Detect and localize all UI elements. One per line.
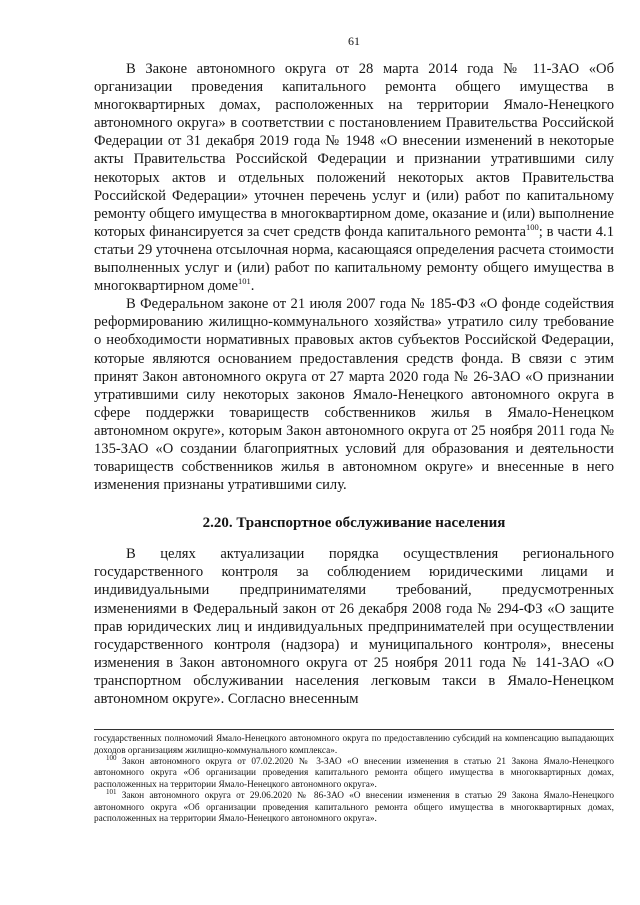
body-text [94, 60, 614, 494]
footnote-100: $^{100}$ Закон автономного округа от 07.02.2020 № 3-ЗАО «О внесении изменения в статью 21 Закона Ямало-Ненецкого автономного округа «Об организации проведения капитального ремонта общего имущества в многоквартирных домах, расположенных на территории Ямало-Ненецкого автономного округа». [94, 753, 614, 790]
body-text-section [94, 545, 614, 708]
footnote-separator [94, 729, 614, 730]
page-number: 61 [348, 34, 360, 48]
footnote-ref-100[interactable]: 100 [525, 221, 539, 232]
paragraph-capital-repair: В Законе автономного округа от 28 марта 2014 года № 11-ЗАО «Об организации проведения капитального ремонта общего имущества в многоквартирных домах, расположенных на территории Ямало-Ненецкого автономного округа» в соответствии с постановлением Правительства Российской Федерации от 31 декабря 2019 года № 1948 «О внесении изменений в некоторые акты Правительства Российской Федерации и признании утратившими силу некоторых актов и отдельных положений некоторых актов Правительства Российской Федерации» уточнен перечень услуг и (или) работ по капитальному ремонту общего имущества в многоквартирном доме, оказание и (или) выполнение которых финансируется за счет средств фонда капитального ремонта$^{100}$; в части 4.1 статьи 29 уточнена отсылочная норма, касающаяся определения расчета стоимости выполненных услуг и (или) работ по капитальному ремонту общего имущества в многоквартирном доме$^{101}$. [94, 61, 614, 295]
paragraph-transport: В целях актуализации порядка осуществления регионального государственного контроля за соблюдением юридическими лицами и индивидуальными предпринимателями требований, предусмотренных изменениями в Федеральный закон от 26 декабря 2008 года № 294-ФЗ «О защите прав юридических лиц и индивидуальных предпринимателей при осуществлении государственного контроля (надзора) и муниципального контроля», внесены изменения в Закон автономного округа от 25 ноября 2011 года № 141-ЗАО «О транспортном обслуживании населения легковым такси в Ямало-Ненецком автономном округе». Согласно внесенным [94, 546, 614, 707]
section-heading: 2.20. Транспортное обслуживание населения [202, 515, 506, 532]
footnote-ref-101[interactable]: 101 [238, 276, 251, 287]
footnote-number: 100 [106, 753, 117, 762]
footnotes [94, 734, 614, 825]
paragraph-housing-fund: В Федеральном законе от 21 июля 2007 года № 185-ФЗ «О фонде содействия реформированию жилищно-коммунального хозяйства» утратило силу требование о необходимости нормативных правовых актов субъектов Российской Федерации, которые являются основанием предоставления средств фонда. В связи с этим принят Закон автономного округа от 27 марта 2020 года № 26-ЗАО «О признании утратившими силу некоторых законов Ямало-Ненецкого автономного округа в сфере поддержки товариществ собственников жилья в Ямало-Ненецком автономном округе», которым Закон автономного округа от 25 ноября 2011 года № 135-ЗАО «О создании благоприятных условий для образования и деятельности товариществ собственников жилья в автономном округе» и внесенные в него изменения признаны утратившими силу. [94, 296, 614, 494]
footnote-101: $^{101}$ Закон автономного округа от 29.06.2020 № 86-ЗАО «О внесении изменения в статью 29 Закона Ямало-Ненецкого автономного округа «Об организации проведения капитального ремонта общего имущества в многоквартирных домах, расположенных на территории Ямало-Ненецкого автономного округа». [94, 788, 614, 824]
footnote-continuation: государственных полномочий Ямало-Ненецкого автономного округа по предоставлению субсидий на компенсацию выпадающих доходов организациям жилищно-коммунального комплекса». [94, 734, 614, 756]
footnote-number: 101 [106, 788, 117, 797]
